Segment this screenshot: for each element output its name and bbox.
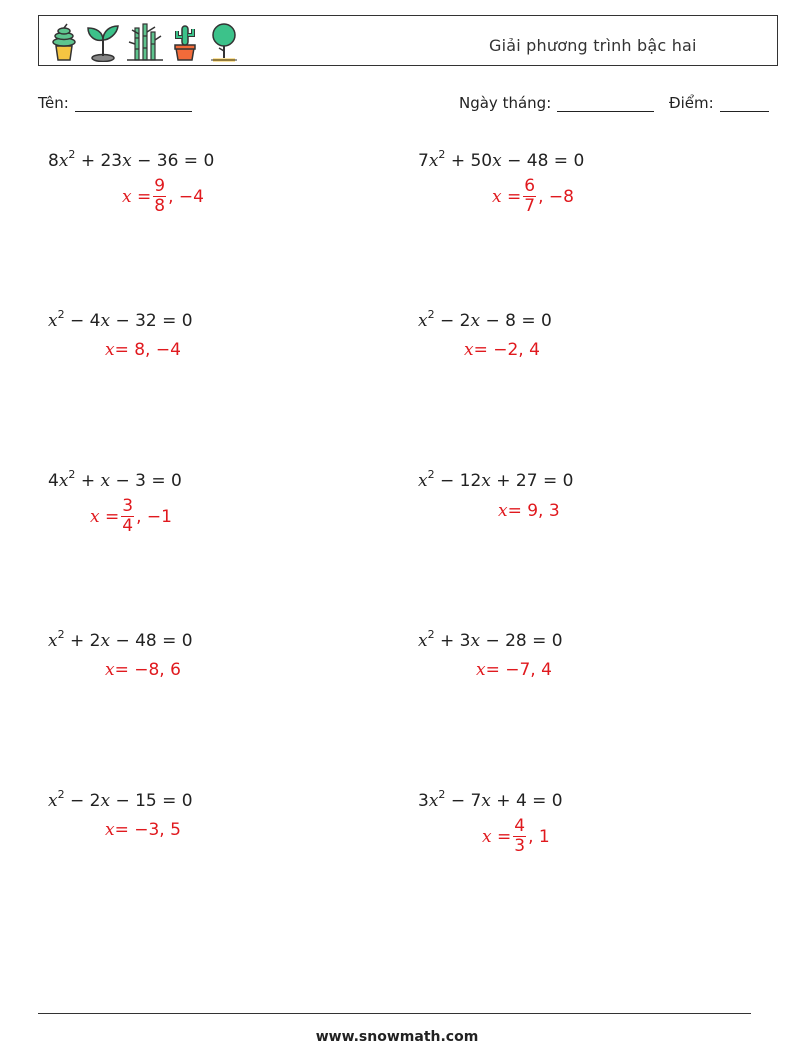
- answer-8: x = −7, 4: [476, 660, 552, 680]
- fraction: $\frac{9}{8}$: [154, 176, 166, 216]
- name-blank[interactable]: [75, 95, 192, 112]
- footer-divider: [38, 1013, 751, 1014]
- answer-5: x = $\frac{3}{4}$ , −1: [90, 496, 172, 536]
- footer-url[interactable]: www.snowmath.com: [315, 1029, 479, 1045]
- answer-1: x = $\frac{9}{8}$ , −4: [122, 176, 204, 216]
- equation: $x^2 + 3x - 28 = 0$: [418, 628, 563, 651]
- fraction: $\frac{3}{4}$: [122, 496, 134, 536]
- answer-9: x = −3, 5: [105, 820, 181, 840]
- fraction: $\frac{6}{7}$: [524, 176, 536, 216]
- answer-7: x = −8, 6: [105, 660, 181, 680]
- fraction: $\frac{4}{3}$: [514, 816, 526, 856]
- worksheet-title: Giải phương trình bậc hai: [489, 36, 697, 55]
- equation: $x^2 - 4x - 32 = 0$: [48, 308, 193, 331]
- equation: $7x^2 + 50x - 48 = 0$: [418, 148, 585, 171]
- tree-icon: [207, 22, 241, 62]
- date-blank[interactable]: [557, 95, 654, 112]
- answer-6: x = 9, 3: [498, 501, 560, 521]
- answer-2: x = $\frac{6}{7}$ , −8: [492, 176, 574, 216]
- problem-2: [418, 148, 585, 171]
- equation: $x^2 + 2x - 48 = 0$: [48, 628, 193, 651]
- equation: $x^2 - 2x - 15 = 0$: [48, 788, 193, 811]
- answer-3: x = 8, −4: [105, 340, 181, 360]
- problem-9: [48, 788, 193, 811]
- bamboo-icon: [127, 22, 163, 62]
- name-label: Tên:: [38, 94, 69, 112]
- equation: $3x^2 - 7x + 4 = 0$: [418, 788, 563, 811]
- score-label: Điểm:: [669, 94, 714, 112]
- problem-10: [418, 788, 563, 811]
- problem-5: [48, 468, 182, 491]
- seedling-icon: [85, 22, 121, 62]
- problem-1: [48, 148, 215, 171]
- worksheet-header: [38, 15, 778, 66]
- date-label: Ngày tháng:: [459, 94, 552, 112]
- problem-3: [48, 308, 193, 331]
- cactus-icon: [169, 22, 201, 62]
- equation: $x^2 - 12x + 27 = 0$: [418, 468, 574, 491]
- answer-10: x = $\frac{4}{3}$ , 1: [482, 816, 550, 856]
- equation: $x^2 - 2x - 8 = 0$: [418, 308, 552, 331]
- equation: $4x^2 + x - 3 = 0$: [48, 468, 182, 491]
- score-field: [669, 94, 769, 112]
- problem-6: [418, 468, 574, 491]
- equation: $8x^2 + 23x - 36 = 0$: [48, 148, 215, 171]
- problem-7: [48, 628, 193, 651]
- name-field: [38, 94, 192, 112]
- problem-4: [418, 308, 552, 331]
- potted-plant-icon: [49, 22, 79, 62]
- problem-8: [418, 628, 563, 651]
- date-field: [459, 94, 654, 112]
- header-icons: [49, 20, 241, 64]
- answer-4: x = −2, 4: [464, 340, 540, 360]
- score-blank[interactable]: [720, 95, 769, 112]
